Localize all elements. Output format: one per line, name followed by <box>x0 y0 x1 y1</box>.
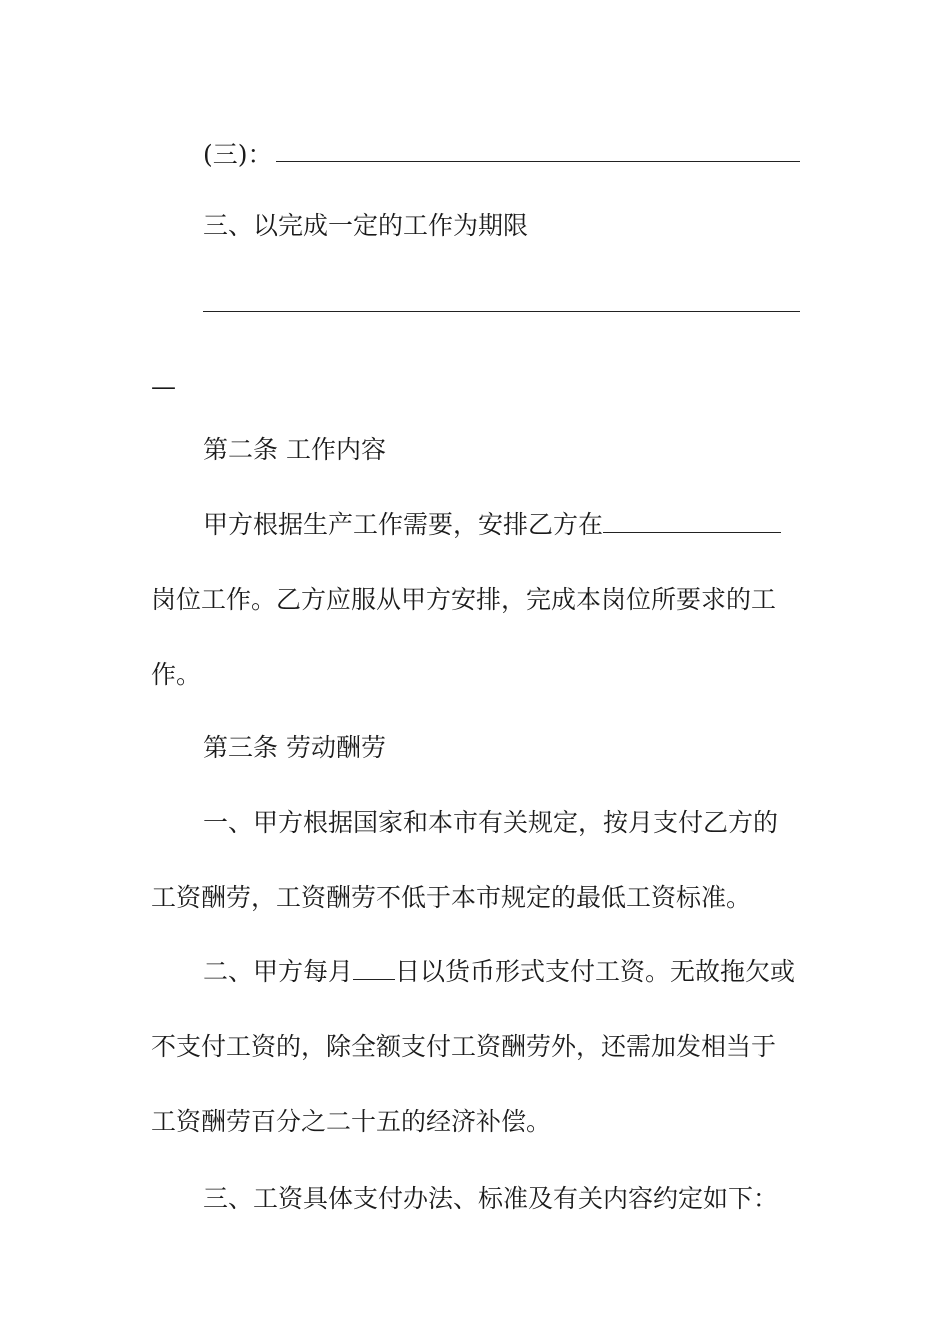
article-3-paragraph-line: 不支付工资的，除全额支付工资酬劳外，还需加发相当于 <box>151 1032 777 1061</box>
article-3-text: 二、甲方每月 <box>203 957 354 986</box>
fill-in-blank-line <box>276 161 800 162</box>
fill-in-blank-line <box>203 311 800 312</box>
article-3-paragraph-line: 工资酬劳百分之二十五的经济补偿。 <box>151 1107 552 1136</box>
trailing-dash: — <box>151 372 176 401</box>
article-2-text: 甲方根据生产工作需要，安排乙方在 <box>203 510 604 539</box>
pay-day-blank <box>353 978 395 980</box>
article-2-paragraph-line <box>203 508 781 542</box>
article-3-title: 第三条 劳动酬劳 <box>203 733 386 762</box>
article-3-paragraph-line: 工资酬劳，工资酬劳不低于本市规定的最低工资标准。 <box>151 883 752 912</box>
position-blank <box>603 531 781 533</box>
section-term-heading: 三、以完成一定的工作为期限 <box>203 211 529 240</box>
article-2-paragraph-line: 作。 <box>151 660 202 689</box>
article-3-paragraph-line: 一、甲方根据国家和本市有关规定，按月支付乙方的 <box>203 808 779 837</box>
article-2-title: 第二条 工作内容 <box>203 435 386 464</box>
item-3-label: (三)： <box>203 140 273 169</box>
article-2-paragraph-line: 岗位工作。乙方应服从甲方安排，完成本岗位所要求的工 <box>151 585 777 614</box>
article-3-text: 日以货币形式支付工资。无故拖欠或 <box>395 957 796 986</box>
article-3-paragraph-line: 三、工资具体支付办法、标准及有关内容约定如下： <box>203 1184 779 1213</box>
article-3-paragraph-line <box>203 955 795 989</box>
